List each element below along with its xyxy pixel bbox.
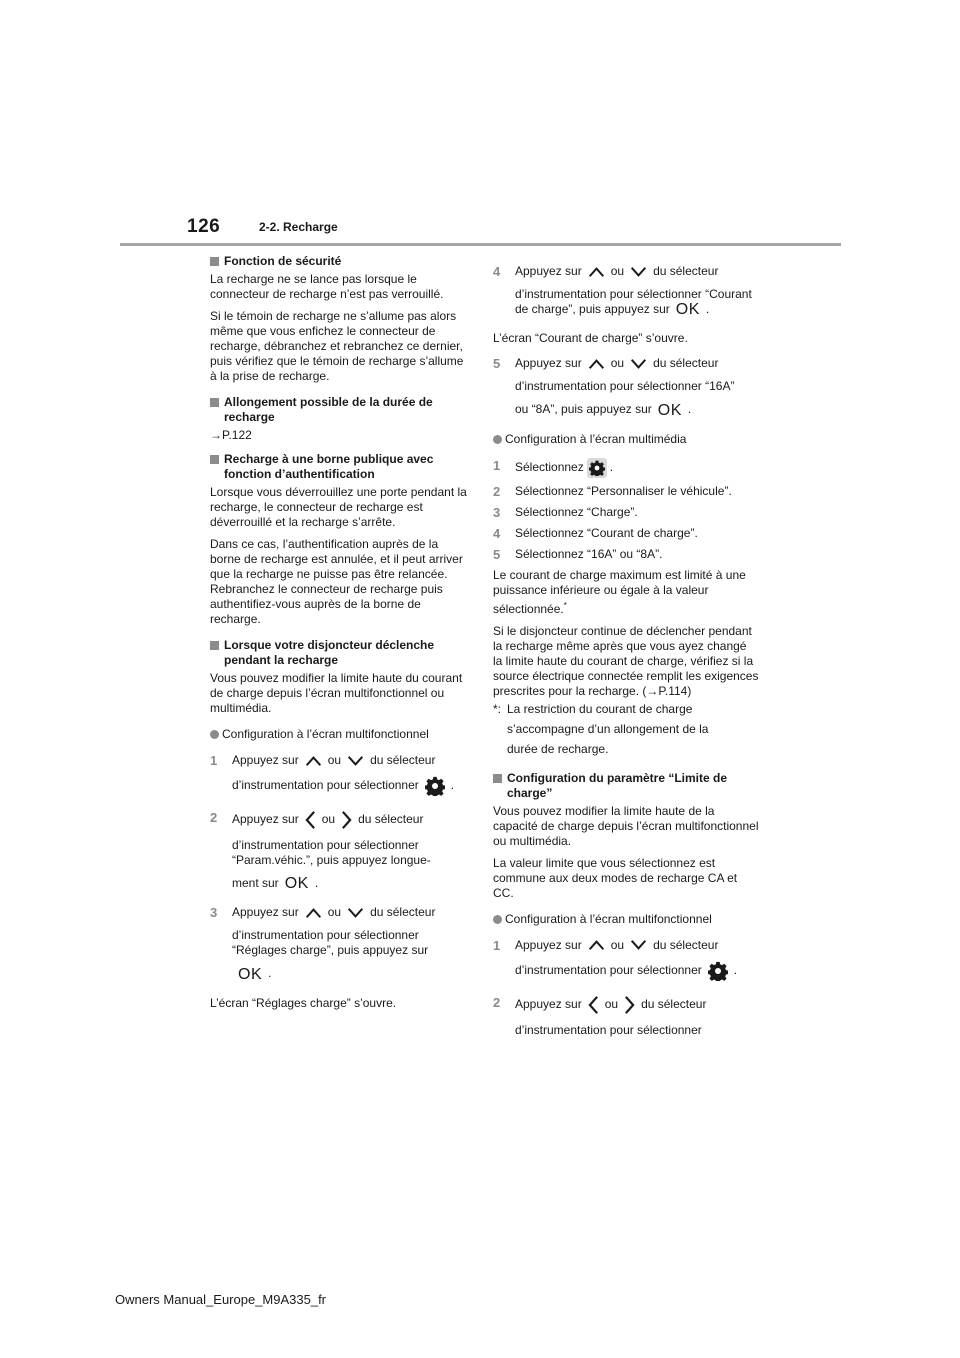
footnote-mark: *: bbox=[493, 701, 502, 716]
step-text: Sélectionnez “Personnaliser le véhicule”. bbox=[515, 483, 732, 498]
paragraph: L’écran “Courant de charge” s’ouvre. bbox=[493, 331, 688, 346]
chevron-up-icon bbox=[305, 755, 322, 767]
limit-step-1: 1 Appuyez sur ou du sélecteur d’instrumentation pour sélectionner . bbox=[493, 938, 759, 989]
heading-securite: Fonction de sécurité bbox=[210, 254, 472, 269]
chevron-down-icon bbox=[347, 907, 364, 919]
subheading-multimedia: Configuration à l’écran multimédia bbox=[493, 432, 759, 447]
step-number: 3 bbox=[493, 504, 501, 520]
chevron-right-icon bbox=[341, 810, 352, 830]
chevron-down-icon bbox=[630, 266, 647, 278]
step-text: ou bbox=[610, 264, 625, 278]
paragraph: Le courant de charge maximum est limité à une puissance inférieure ou égale à la valeur sélectionnée.* bbox=[493, 567, 746, 616]
step-text: Appuyez sur bbox=[232, 753, 299, 767]
step-text: ment sur bbox=[232, 876, 279, 890]
subheading-multifonction: Configuration à l’écran multifonctionnel bbox=[210, 727, 472, 742]
step-text: d’instrumentation pour sélectionner “Courant de charge”, puis appuyez sur bbox=[515, 287, 752, 316]
chevron-up-icon bbox=[588, 939, 605, 951]
step-text: d’instrumentation pour sélectionner “Param.véhic.”, puis appuyez longue- bbox=[232, 838, 431, 867]
page-reference-link[interactable]: →P.122 bbox=[210, 428, 252, 442]
step-number: 3 bbox=[210, 905, 218, 921]
step-text: Sélectionnez “16A” ou “8A”. bbox=[515, 546, 663, 561]
step-text: Appuyez sur bbox=[515, 264, 582, 278]
left-column bbox=[210, 254, 472, 1018]
paragraph: Si le témoin de recharge ne s’allume pas alors même que vous enfichez le connecteur de recharge, débranchez et rebranchez ce dernier, puis vérifiez que le témoin de recharge s’allume à la prise de recharge. bbox=[210, 309, 464, 383]
heading-borne-publique: Recharge à une borne publique avec fonction d’authentification bbox=[210, 452, 472, 482]
step-text: d’instrumentation pour sélectionner bbox=[515, 962, 702, 977]
step-3: 3 Appuyez sur ou du sélecteur d’instrumentation pour sélectionner “Réglages charge”, puis appuyez sur OK . bbox=[210, 905, 472, 989]
step-text: ou bbox=[321, 812, 336, 827]
chevron-down-icon bbox=[630, 939, 647, 951]
media-step-4 bbox=[493, 526, 759, 541]
paragraph: Vous pouvez modifier la limite haute de la capacité de charge depuis l’écran multifonctionnel ou multimédia. bbox=[493, 803, 759, 848]
limit-step-2 bbox=[493, 995, 759, 1046]
step-number: 1 bbox=[210, 753, 218, 768]
step-text: du sélecteur bbox=[653, 264, 719, 278]
page-number: 126 bbox=[187, 216, 221, 237]
step-4: 4 Appuyez sur ou du sélecteur d’instrumentation pour sélectionner “Courant de charge”, puis appuyez sur OK . bbox=[493, 264, 759, 325]
step-text: Appuyez sur bbox=[515, 937, 582, 952]
step-text: d’instrumentation pour sélectionner “16A” bbox=[515, 379, 735, 394]
step-text: d’instrumentation pour sélectionner bbox=[232, 778, 419, 793]
footer-doc-id: Owners Manual_Europe_M9A335_fr bbox=[115, 1292, 327, 1307]
step-2: 2 Appuyez sur ou du sélecteur d’instrumentation pour sélectionner “Param.véhic.”, puis appuyez longue- ment sur OK . bbox=[210, 810, 472, 899]
footnote-text: durée de recharge. bbox=[507, 741, 609, 756]
step-text: du sélecteur bbox=[641, 996, 707, 1011]
paragraph: Vous pouvez modifier la limite haute du courant de charge depuis l’écran multifonctionnel ou multimédia. bbox=[210, 671, 463, 715]
step-text: ou bbox=[327, 753, 342, 767]
step-text: Sélectionnez “Courant de charge”. bbox=[515, 525, 698, 540]
footnote bbox=[493, 702, 759, 768]
footnote-text: s’accompagne d’un allongement de la bbox=[507, 721, 709, 736]
chevron-down-icon bbox=[630, 358, 647, 370]
step-text: Sélectionnez “Charge”. bbox=[515, 504, 638, 519]
step-5: 5 Appuyez sur ou du sélecteur d’instrumentation pour sélectionner “16A” ou “8A”, puis appuyez sur OK . bbox=[493, 356, 759, 425]
step-text: Appuyez sur bbox=[232, 812, 299, 827]
step-text: Appuyez sur bbox=[232, 905, 299, 920]
media-step-1: 1 Sélectionnez . bbox=[493, 458, 759, 478]
step-number: 4 bbox=[493, 264, 501, 279]
paragraph: L’écran “Réglages charge” s’ouvre. bbox=[210, 995, 397, 1010]
gear-icon bbox=[708, 961, 728, 981]
step-text: Sélectionnez bbox=[515, 459, 584, 474]
chevron-up-icon bbox=[588, 358, 605, 370]
chevron-left-icon bbox=[588, 995, 599, 1015]
step-number: 5 bbox=[493, 546, 501, 562]
media-step-5 bbox=[493, 547, 759, 562]
step-text: du sélecteur bbox=[370, 753, 436, 767]
ok-icon: OK bbox=[238, 965, 263, 983]
step-text: d’instrumentation pour sélectionner “Réglages charge”, puis appuyez sur bbox=[232, 928, 429, 958]
step-number: 1 bbox=[493, 937, 501, 953]
heading-limite-charge: Configuration du paramètre “Limite de charge” bbox=[493, 771, 759, 801]
chevron-up-icon bbox=[305, 907, 322, 919]
step-text: du sélecteur bbox=[653, 937, 719, 952]
step-text: d’instrumentation pour sélectionner bbox=[515, 1022, 702, 1037]
subheading-multifonction: Configuration à l’écran multifonctionnel bbox=[493, 912, 759, 927]
step-number: 2 bbox=[493, 483, 501, 499]
step-text: ou bbox=[610, 937, 625, 952]
step-text: ou bbox=[327, 905, 342, 920]
heading-allongement: Allongement possible de la durée de recharge bbox=[210, 395, 472, 425]
chevron-left-icon bbox=[305, 810, 316, 830]
step-text: du sélecteur bbox=[653, 356, 719, 371]
footnote-text: La restriction du courant de charge bbox=[507, 701, 693, 716]
section-title: 2-2. Recharge bbox=[259, 220, 338, 234]
paragraph: La recharge ne se lance pas lorsque le connecteur de recharge n’est pas verrouillé. bbox=[210, 272, 444, 301]
step-number: 1 bbox=[493, 457, 501, 473]
ok-icon: OK bbox=[284, 875, 309, 893]
step-number: 2 bbox=[493, 994, 501, 1010]
chevron-right-icon bbox=[624, 995, 635, 1015]
paragraph: Lorsque vous déverrouillez une porte pendant la recharge, le connecteur de recharge est déverrouillé et la recharge s’arrête. bbox=[210, 485, 467, 529]
step-text: du sélecteur bbox=[358, 812, 424, 827]
step-number: 2 bbox=[210, 810, 218, 825]
step-number: 4 bbox=[493, 525, 501, 541]
step-text: ou bbox=[604, 996, 619, 1011]
step-text: du sélecteur bbox=[370, 905, 436, 920]
chevron-down-icon bbox=[347, 755, 364, 767]
step-text: Appuyez sur bbox=[515, 996, 582, 1011]
media-step-2 bbox=[493, 484, 759, 499]
gear-icon bbox=[587, 458, 607, 478]
chevron-up-icon bbox=[588, 266, 605, 278]
step-text: ou bbox=[610, 356, 625, 371]
header-divider bbox=[120, 243, 841, 246]
ok-icon: OK bbox=[675, 301, 700, 319]
paragraph: La valeur limite que vous sélectionnez est commune aux deux modes de recharge CA et CC. bbox=[493, 855, 738, 900]
right-column bbox=[493, 264, 759, 1052]
step-1: 1 Appuyez sur ou du sélecteur d’instrumentation pour sélectionner . bbox=[210, 753, 472, 804]
gear-icon bbox=[425, 776, 445, 796]
ok-icon: OK bbox=[657, 401, 682, 419]
step-text: ou “8A”, puis appuyez sur bbox=[515, 402, 652, 417]
paragraph: Dans ce cas, l’authentification auprès de la borne de recharge est annulée, et il peut arriver que la recharge ne puisse pas être relancée. Rebranchez le connecteur de recharge puis authentifiez-vous auprès de la borne de recharge. bbox=[210, 537, 463, 626]
step-number: 5 bbox=[493, 356, 501, 372]
paragraph: Si le disjoncteur continue de déclencher pendant la recharge même après que vous ayez changé la limite haute du courant de charge, vérifiez si la source électrique connectée remplit les exigences prescrites pour la recharge. (→P.114) bbox=[493, 623, 759, 698]
media-step-3 bbox=[493, 505, 759, 520]
heading-disjoncteur: Lorsque votre disjoncteur déclenche pendant la recharge bbox=[210, 638, 472, 668]
step-text: Appuyez sur bbox=[515, 356, 582, 371]
paragraph-text: Le courant de charge maximum est limité à une puissance inférieure ou égale à la valeur sélectionnée. bbox=[493, 567, 746, 616]
